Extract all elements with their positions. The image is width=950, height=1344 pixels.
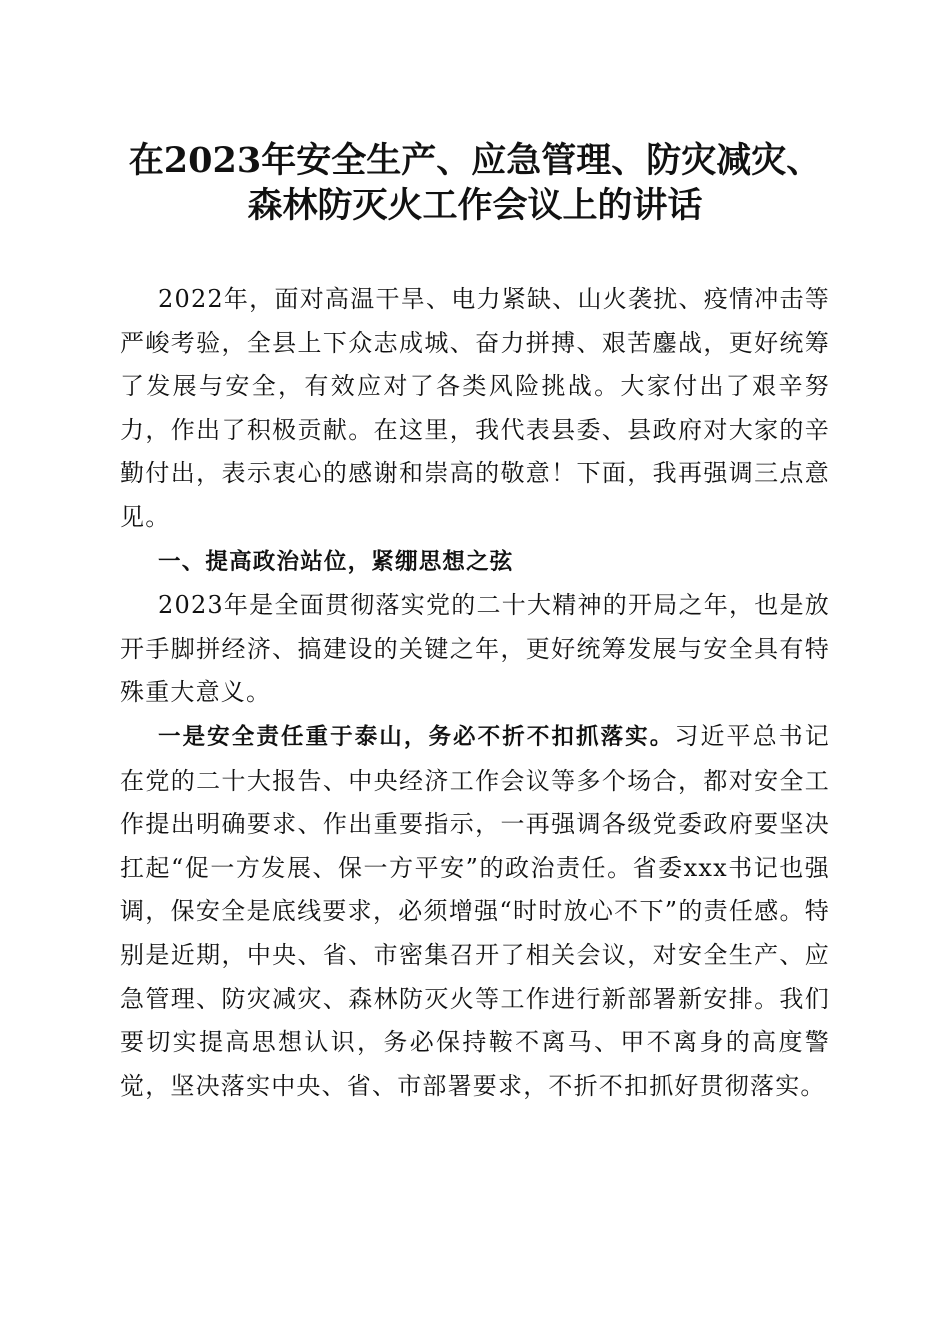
- paragraph-intro: [120, 278, 830, 540]
- document-title-line-1: 在2023年安全生产、应急管理、防灾减灾、: [128, 140, 822, 181]
- paragraph-point-1-lead: 一是安全责任重于泰山，务必不折不扣抓落实。: [158, 723, 675, 750]
- section-heading-1-text: 一、提高政治站位，紧绷思想之弦: [158, 548, 514, 575]
- section-heading-1: [120, 540, 830, 585]
- paragraph-point-1: [120, 715, 830, 1108]
- paragraph-intro-text: 2022年，面对高温干旱、电力紧缺、山火袭扰、疫情冲击等严峻考验，全县上下众志成城、奋力拼搏、艰苦鏖战，更好统筹了发展与安全，有效应对了各类风险挑战。大家付出了艰辛努力，作出了积极贡献。在这里，我代表县委、县政府对大家的辛勤付出，表示衷心的感谢和崇高的敬意！下面，我再强调三点意见。: [120, 285, 830, 531]
- document-body: [120, 278, 830, 1108]
- paragraph-point-1-text: 习近平总书记在党的二十大报告、中央经济工作会议等多个场合，都对安全工作提出明确要求、作出重要指示，一再强调各级党委政府要坚决扛起“促一方发展、保一方平安”的政治责任。省委xxx书记也强调，保安全是底线要求，必须增强“时时放心不下”的责任感。特别是近期，中央、省、市密集召开了相关会议，对安全生产、应急管理、防灾减灾、森林防灭火等工作进行新部署新安排。我们要切实提高思想认识，务必保持鞍不离马、甲不离身的高度警觉，坚决落实中央、省、市部署要求，不折不扣抓好贯彻落实。: [120, 721, 831, 1100]
- paragraph-section-1-intro: [120, 584, 830, 715]
- paragraph-section-1-intro-text: 2023年是全面贯彻落实党的二十大精神的开局之年，也是放开手脚拼经济、搞建设的关键之年，更好统筹发展与安全具有特殊重大意义。: [120, 591, 830, 707]
- document-title-line-2: 森林防灭火工作会议上的讲话: [247, 185, 703, 226]
